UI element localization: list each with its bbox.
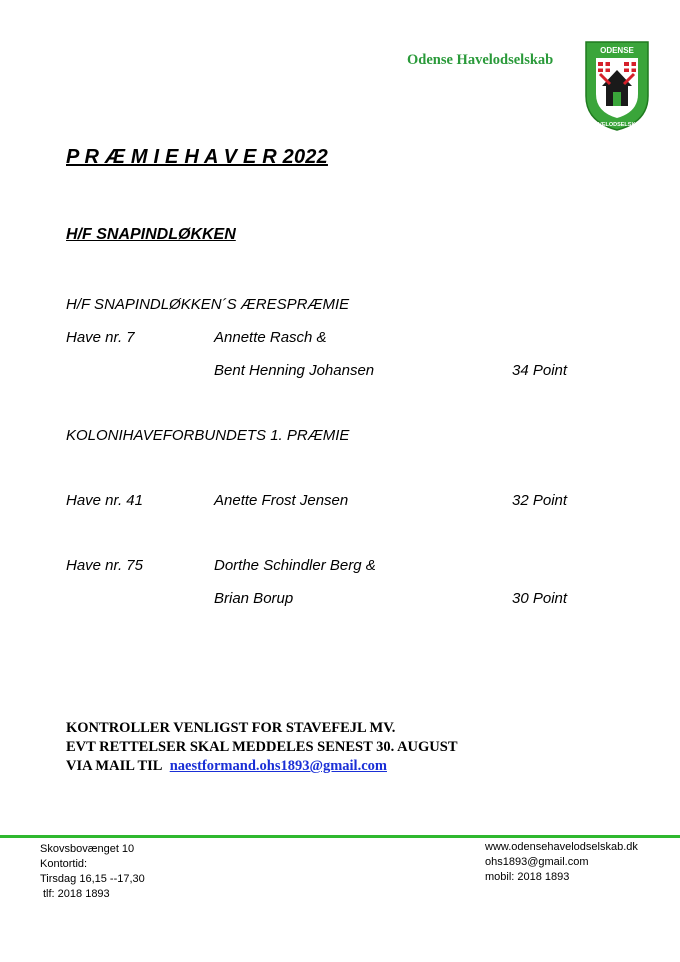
have-number: Have nr. 75 bbox=[66, 557, 143, 574]
footer-office-hours-label: Kontortid: bbox=[40, 858, 88, 870]
footer-divider bbox=[0, 835, 680, 838]
points: 32 Point bbox=[512, 492, 568, 509]
section-heading: H/F SNAPINDLØKKEN´S ÆRESPRÆMIE bbox=[66, 296, 350, 313]
section-heading: KOLONIHAVEFORBUNDETS 1. PRÆMIE bbox=[66, 427, 350, 444]
logo-ring-text: HAVELODSELSKAB bbox=[590, 122, 644, 128]
winner-name: Dorthe Schindler Berg & bbox=[214, 557, 376, 574]
winner-name: Brian Borup bbox=[214, 590, 294, 607]
notice-mail-prefix: VIA MAIL TIL bbox=[66, 758, 163, 774]
logo-top-text: ODENSE bbox=[600, 46, 634, 55]
footer-address-block bbox=[40, 842, 145, 902]
page-title: P R Æ M I E H A V E R 2022 bbox=[66, 146, 328, 168]
organization-logo bbox=[582, 38, 652, 132]
footer-mobile: mobil: 2018 1893 bbox=[485, 871, 570, 883]
notice-mail-line bbox=[66, 758, 387, 775]
have-number: Have nr. 7 bbox=[66, 329, 135, 346]
notice-line: EVT RETTELSER SKAL MEDDELES SENEST 30. AUGUST bbox=[66, 739, 458, 755]
footer-website[interactable]: www.odensehavelodselskab.dk bbox=[485, 841, 638, 853]
winner-name: Bent Henning Johansen bbox=[214, 362, 375, 379]
organization-name: Odense Havelodselskab bbox=[407, 52, 554, 68]
winner-name: Anette Frost Jensen bbox=[214, 492, 349, 509]
have-number: Have nr. 41 bbox=[66, 492, 143, 509]
footer-address: Skovsbovænget 10 bbox=[40, 843, 135, 855]
points: 30 Point bbox=[512, 590, 568, 607]
association-subtitle: H/F SNAPINDLØKKEN bbox=[66, 226, 236, 243]
footer-office-hours: Tirsdag 16,15 --17,30 bbox=[40, 873, 145, 885]
footer-phone: tlf: 2018 1893 bbox=[43, 888, 110, 900]
points: 34 Point bbox=[512, 362, 568, 379]
footer-email[interactable]: ohs1893@gmail.com bbox=[485, 856, 589, 868]
winner-name: Annette Rasch & bbox=[214, 329, 327, 346]
email-link[interactable]: naestformand.ohs1893@gmail.com bbox=[169, 758, 387, 774]
footer-contact-block bbox=[485, 840, 638, 885]
notice-line: KONTROLLER VENLIGST FOR STAVEFEJL MV. bbox=[66, 720, 396, 736]
